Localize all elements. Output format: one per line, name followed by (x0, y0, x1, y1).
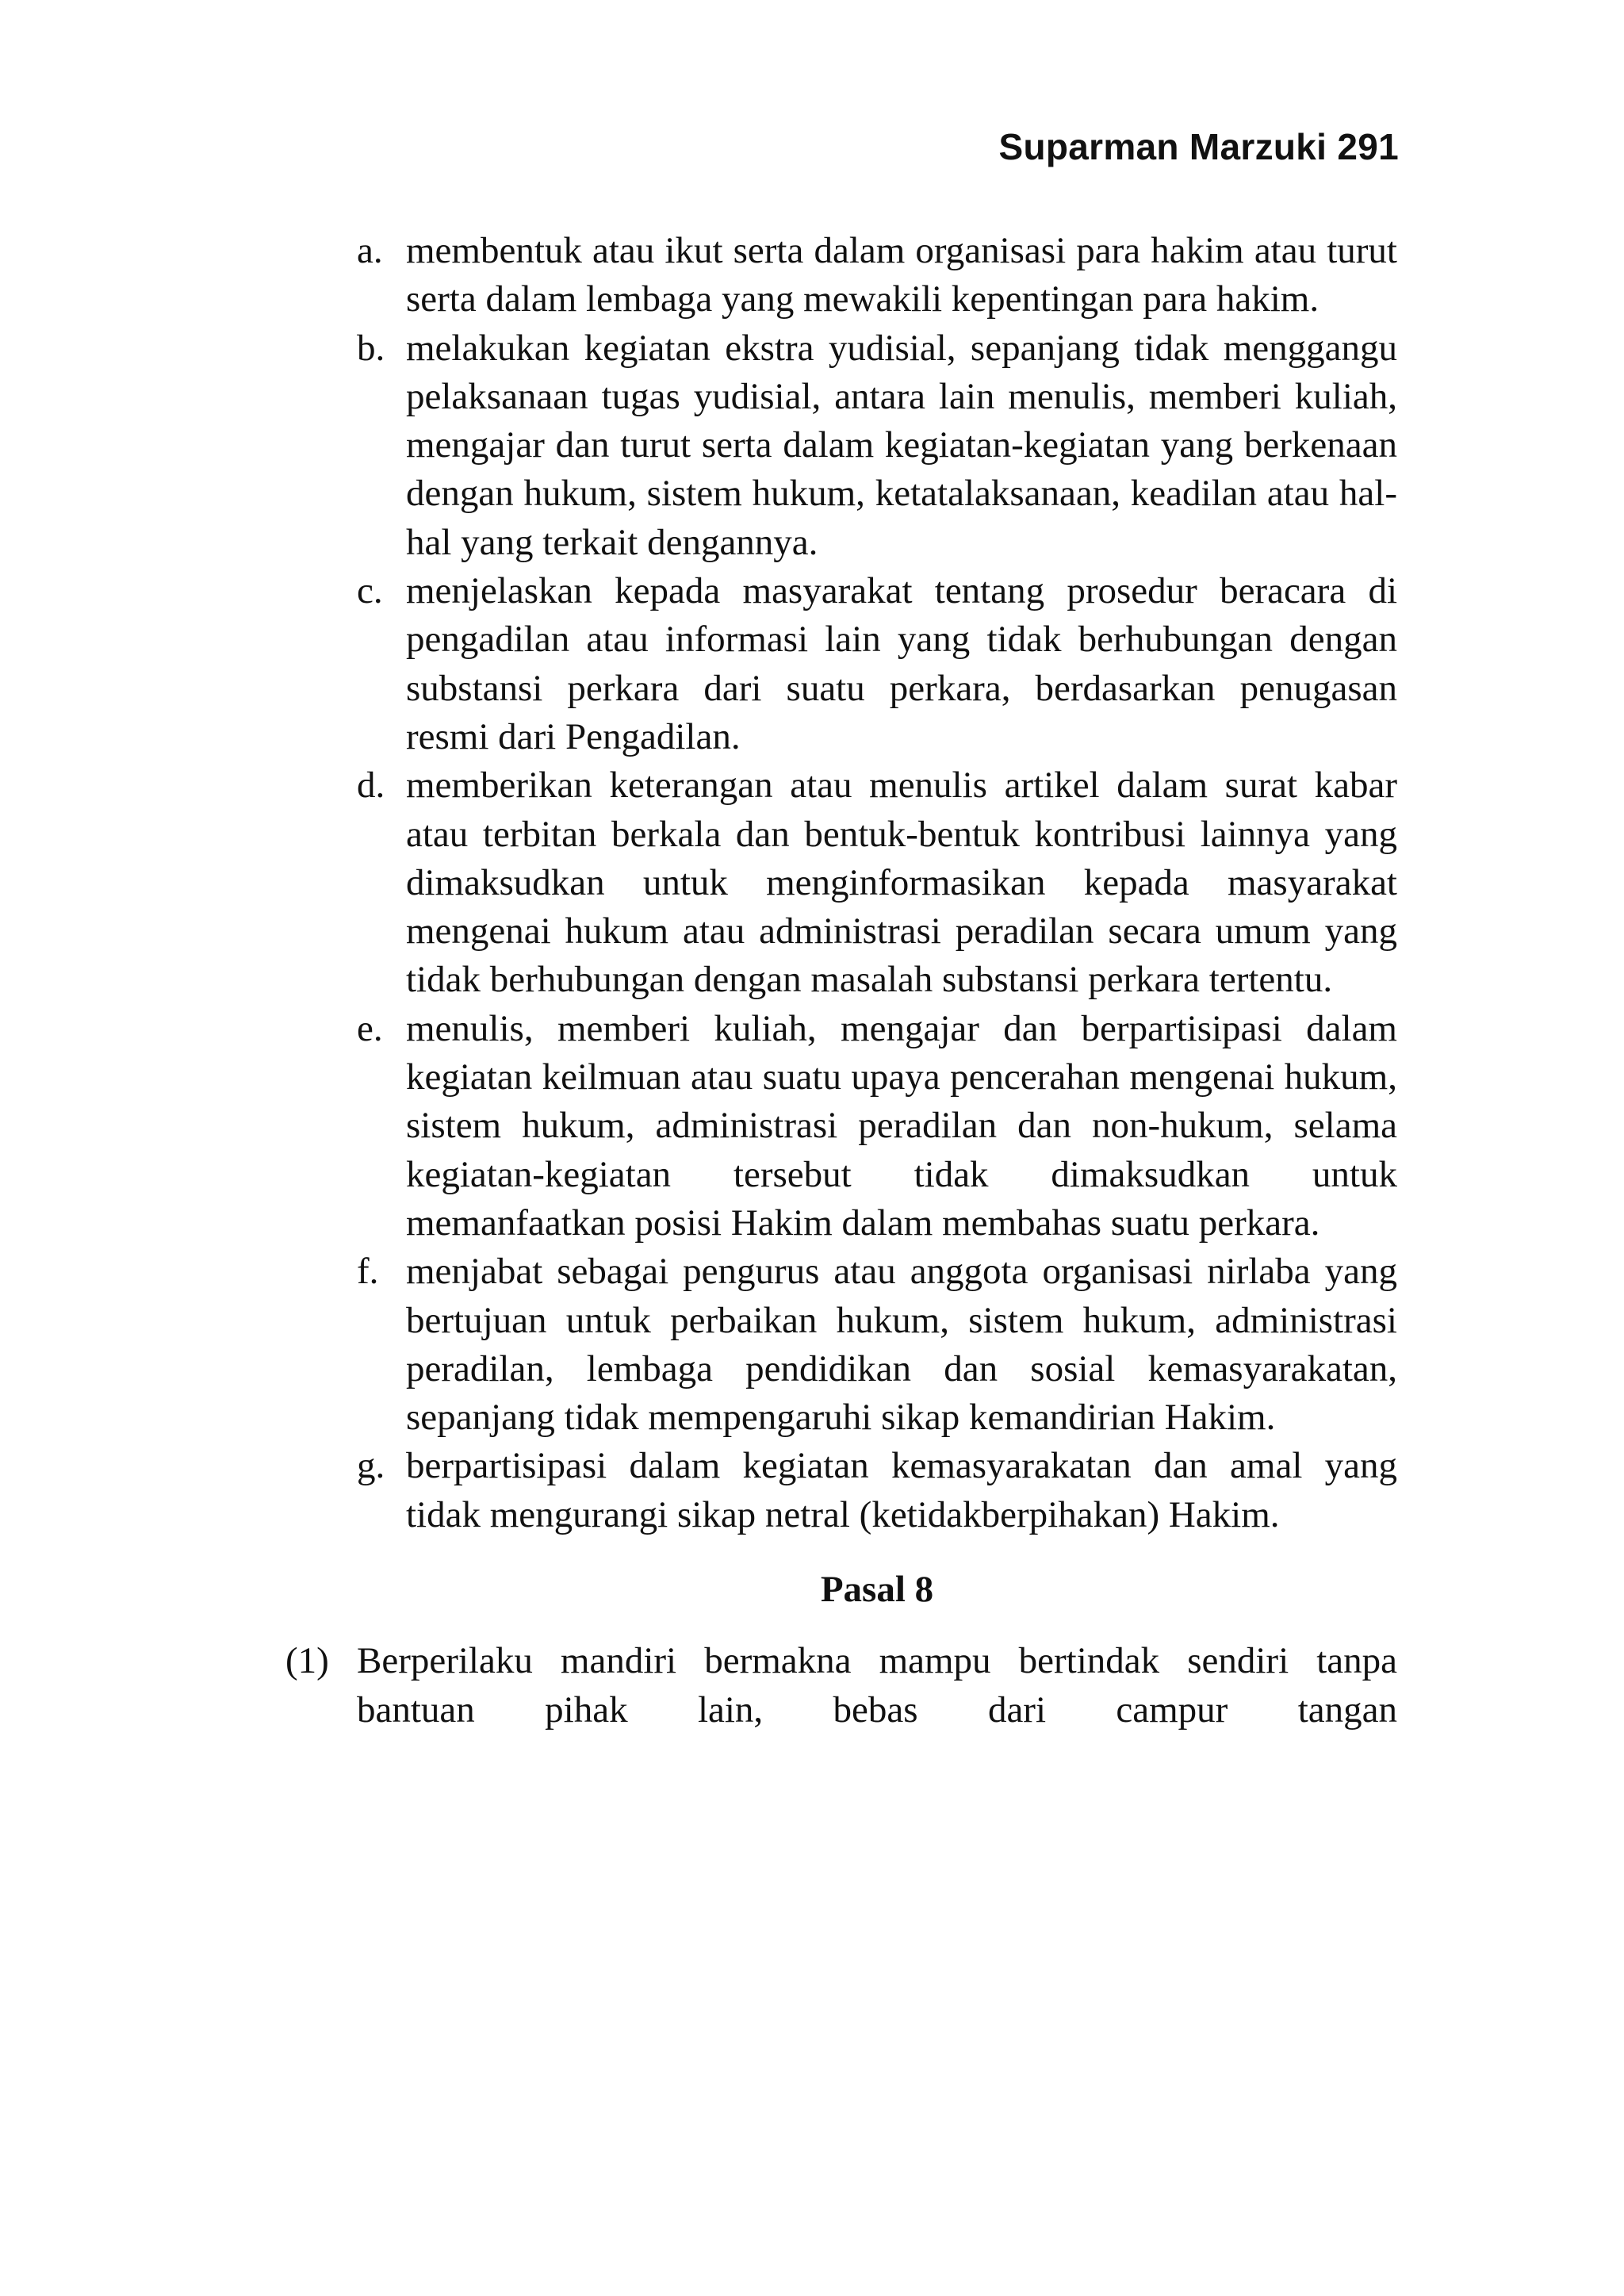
paragraph-marker: (1) (285, 1640, 329, 1682)
section-heading: Pasal 8 (820, 1569, 934, 1611)
list-item-a (357, 227, 1397, 324)
list-item-b (357, 324, 1397, 567)
list-item-c (357, 567, 1397, 761)
list-item-text: menjabat sebagai pengurus atau anggota organisasi nirlaba yang bertujuan untuk perbaikan hukum, sistem hukum, administrasi peradilan, lembaga pendidikan dan sosial kemasyarakatan, sepanjang tidak mempengaruhi sikap kemandirian Hakim. (406, 1251, 1397, 1439)
body-text (285, 227, 1397, 1734)
numbered-paragraph (285, 1637, 1397, 1734)
list-marker: a. (357, 230, 383, 271)
list-marker: e. (357, 1007, 383, 1049)
list-item-text: menjelaskan kepada masyarakat tentang prosedur beracara di pengadilan atau informasi lain yang tidak berhubungan dengan substansi perkara dari suatu perkara, berdasarkan penugasan resmi dari Pengadilan. (406, 570, 1397, 757)
list-marker: g. (357, 1445, 385, 1487)
list-item-e (357, 1005, 1397, 1248)
list-item-text: memberikan keterangan atau menulis artikel dalam surat kabar atau terbitan berkala dan bentuk-bentuk kontribusi lainnya yang dimaksudkan untuk menginformasikan kepada masyarakat mengenai hukum atau administrasi peradilan secara umum yang tidak berhubungan dengan masalah substansi perkara tertentu. (406, 765, 1397, 1001)
list-item-text: melakukan kegiatan ekstra yudisial, sepanjang tidak menggangu pelaksanaan tugas yudisial, antara lain menulis, memberi kuliah, mengajar dan turut serta dalam kegiatan-kegiatan yang berkenaan dengan hukum, sistem hukum, ketatalaksanaan, keadilan atau hal-hal yang terkait dengannya. (406, 327, 1397, 563)
list-item-text: berpartisipasi dalam kegiatan kemasyarakatan dan amal yang tidak mengurangi sikap netral (ketidakberpihakan) Hakim. (406, 1445, 1397, 1535)
list-marker: b. (357, 327, 385, 369)
paragraph-text: Berperilaku mandiri bermakna mampu bertindak sendiri tanpa bantuan pihak lain, bebas dari campur tangan (357, 1640, 1397, 1731)
list-marker: c. (357, 570, 383, 612)
list-item-f (357, 1248, 1397, 1442)
lettered-list (357, 227, 1397, 1539)
list-marker: d. (357, 765, 385, 807)
list-item-text: menulis, memberi kuliah, mengajar dan berpartisipasi dalam kegiatan keilmuan atau suatu upaya pencerahan mengenai hukum, sistem hukum, administrasi peradilan dan non-hukum, selama kegiatan-kegiatan tersebut tidak dimaksudkan untuk memanfaatkan posisi Hakim dalam membahas suatu perkara. (406, 1007, 1397, 1244)
list-item-text: membentuk atau ikut serta dalam organisasi para hakim atau turut serta dalam lembaga yang mewakili kepentingan para hakim. (406, 230, 1397, 320)
list-item-g (357, 1442, 1397, 1539)
running-head: Suparman Marzuki 291 (998, 126, 1399, 167)
list-item-d (357, 761, 1397, 1004)
list-marker: f. (357, 1251, 379, 1293)
